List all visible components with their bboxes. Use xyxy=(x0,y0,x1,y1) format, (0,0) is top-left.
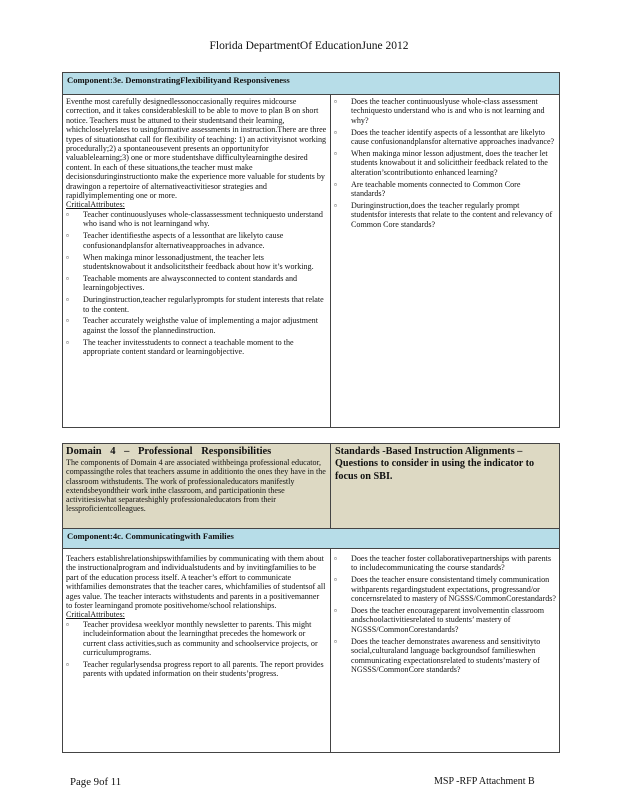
domain-4-description xyxy=(63,444,331,528)
list-item: ▫ When makinga minor lesson adjustment, does the teacher let students knowabout it and solicittheir feedback related to the alteration’scontributionto enhanced learning? xyxy=(334,149,556,177)
component-3e-table xyxy=(62,72,560,428)
domain-4-title: Domain 4 – Professional Responsibilities xyxy=(66,446,272,457)
component-4c-questions xyxy=(331,549,559,753)
list-item: ▫ Teacher providesa weeklyor monthly newsletter to parents. This might includeinformation about the learningthat precedes the homework or current class activities,such as community and schoolservice projects, or curriculumprograms. xyxy=(66,620,327,658)
list-item: ▫ Does the teacher continuouslyuse whole-class assessment techniquesto understand who is and who is not learning and why? xyxy=(334,97,556,125)
component-4c-intro: Teachers establishrelationshipswithfamilies by communicating with them about the instructionalprogram and individualstudents and by invitingfamilies to be part of the education process itself. A teacher’s effort to communicate withfamilies demonstrates that the teacher cares, whichfamilies of studentsof all ages value. The teacher interacts withstudents and parents in a positivemanner to foster learningand promote positivehome/school relationships. xyxy=(66,554,326,611)
component-4c-description xyxy=(63,549,331,753)
list-item: ▫ Are teachable moments connected to Common Core standards? xyxy=(334,180,556,199)
document-label: MSP -RFP Attachment B xyxy=(434,776,535,787)
critical-attributes-label: CriticalAttributes: xyxy=(66,200,125,210)
list-item: ▫ Does the teacher encourageparent involvementin classroom andschoolactivitiesrelated to students’ mastery of NGSSS/CommonCorestandards? xyxy=(334,606,556,634)
component-3e-intro: Eventhe most carefully designedlessonoccasionally requires midcourse correction, and it takes considerableskill to be able to move to plan B on short notice. Teachers must be attuned to their studentsand their learning, whichcloselyrelates to usingformative assessments in instruction.There are three types of situationsthat call for flexibility of teaching: 1) an activityisnot working procedurally;2) a spontaneousevent presents an opportunityfor valuablelearning;3) one or more studentshave difficultylearningthe desired content. In each of these situations,the teacher must make decisionsduringinstructionto make the experience more valuable for students by drawingon a repertoire of alternativeactivitiesor strategies and rapidlyimplementing one or more. xyxy=(66,97,327,201)
critical-attributes-label: CriticalAttributes: xyxy=(66,610,125,620)
critical-attributes-list xyxy=(66,620,327,679)
list-item: ▫ Does the teacher foster collaborativepartnerships with parents to includecommunicating the course standards? xyxy=(334,554,556,573)
sbi-alignment-heading: Standards -Based Instruction Alignments – Questions to consider in using the indicator to focus on SBI. xyxy=(335,446,535,482)
list-item: ▫ Does the teacher ensure consistentand timely communication withparents regardingstudent expectations, progressand/or concernsrelated to mastery of NGSSS/CommonCorestandards? xyxy=(334,575,556,603)
list-item: ▫ Teacher identifiesthe aspects of a lessonthat are likelyto cause confusionandplansfor alternativeapproaches in advance. xyxy=(66,231,327,250)
list-item: ▫ Teacher continuouslyuses whole-classassessment techniquesto understand who isand who is not learningand why. xyxy=(66,210,327,229)
list-item: ▫ Duringinstruction,teacher regularlyprompts for student interests that relate to the content. xyxy=(66,295,327,314)
list-item: ▫ Teacher regularlysendsa progress report to all parents. The report provides parents with updated information on their students’progress. xyxy=(66,660,327,679)
list-item: ▫ When makinga minor lessonadjustment, the teacher lets studentsknowabout it andsolicitstheir feedback about how it’s working. xyxy=(66,253,327,272)
critical-attributes-list xyxy=(66,210,327,357)
list-item: ▫ Duringinstruction,does the teacher regularly prompt studentsfor interests that relate to the content and relevancy of Common Core standards? xyxy=(334,201,556,229)
domain-4-table xyxy=(62,443,560,753)
component-3e-description xyxy=(63,95,331,427)
list-item: ▫ Teacher accurately weighsthe value of implementing a major adjustment against the lossof the plannedinstruction. xyxy=(66,316,327,335)
domain-4-text: The components of Domain 4 are associated withbeinga professional educator, compassingthe roles that teachers assume in additionto the ones they have in the classroom withstudents. The work of professionaleducators manifestly extendsbeyondtheir work inthe classroom, and participationin these activitiesiswhat separateshighly professionaleducators from their lessproficientcolleagues. xyxy=(66,458,326,514)
sbi-questions-list xyxy=(334,97,556,229)
list-item: ▫ Teachable moments are alwaysconnected to content standards and learningobjectives. xyxy=(66,274,327,293)
component-4c-heading: Component:4c. Communicatingwith Families xyxy=(63,529,559,549)
component-3e-heading: Component:3e. DemonstratingFlexibilityand Responsiveness xyxy=(63,73,559,95)
list-item: ▫ The teacher invitesstudents to connect a teachable moment to the appropriate content standard or learningobjective. xyxy=(66,338,327,357)
list-item: ▫ Does the teacher demonstrates awareness and sensitivityto social,culturaland language backgroundsof familieswhen communicating expectationsrelated to students’mastery of NGSSS/CommonCore standards? xyxy=(334,637,556,675)
domain-4-band xyxy=(63,444,559,529)
list-item: ▫ Does the teacher identify aspects of a lessonthat are likelyto cause confusionandplansfor alternative approaches inadvance? xyxy=(334,128,556,147)
page-header: Florida DepartmentOf EducationJune 2012 xyxy=(209,40,409,52)
component-3e-questions xyxy=(331,95,559,427)
sbi-questions-list xyxy=(334,554,556,674)
page-number: Page 9of 11 xyxy=(70,776,122,788)
